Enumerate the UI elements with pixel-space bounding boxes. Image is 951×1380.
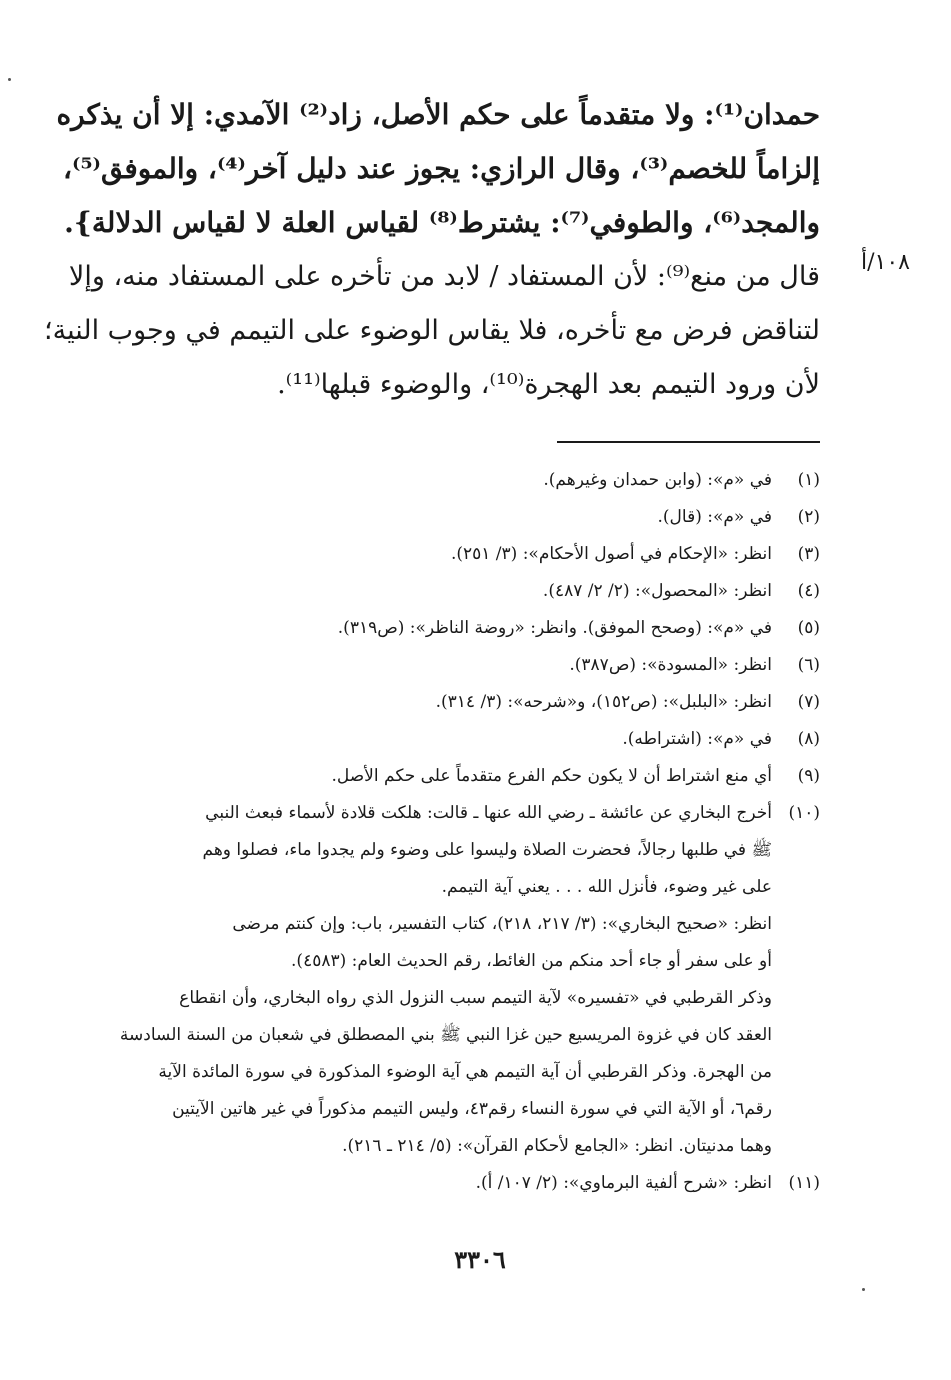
main-text-line: حمدان⁽¹⁾: ولا متقدماً على حكم الأصل، زاد⁽²⁾ الآمدي: إلا أن يذكره [56,98,820,131]
footnote-line: في «م»: (قال). [657,507,772,527]
footnote-text [150,647,772,684]
footnote [150,536,820,573]
footnote-line: انظر: «الإحكام في أصول الأحكام»: (٣/ ٢٥١). [450,544,772,564]
footnote-number: (٤) [797,581,820,601]
footnote-text [150,499,772,536]
footnote-text [150,536,772,573]
footnote-number: (١٠) [788,803,820,823]
footnote-line: رقم٦، أو الآية التي في سورة النساء رقم٤٣، وليس التيمم مذكوراً في غير هاتين الآيتين [172,1099,772,1119]
footnote-text [150,462,772,499]
footnote-line: انظر: «شرح ألفية البرماوي»: (٢/ ١٠٧/ أ). [475,1173,772,1193]
footnote-line: انظر: «المحصول»: (٢/ ٢/ ٤٨٧). [542,581,772,601]
footnote-line: في «م»: (وابن حمدان وغيرهم). [543,470,772,490]
manuscript-folio-ref: ١٠٨/أ [861,250,910,275]
page-number: ٣٣٠٦ [454,1245,506,1274]
footnote-text [150,758,772,795]
main-text-line: لأن ورود التيمم بعد الهجرة⁽¹⁰⁾، والوضوء قبلها⁽¹¹⁾. [277,369,820,400]
footnote-number: (٥) [797,618,820,638]
main-text-line: قال من منع⁽⁹⁾: لأن المستفاد / لابد من تأخره على المستفاد منه، وإلا [68,261,820,292]
footnote-number: (٩) [797,766,820,786]
footnote-text [120,795,772,1165]
main-text-line: لتناقض فرض مع تأخره، فلا يقاس الوضوء على التيمم في وجوب النية؛ [44,315,820,346]
footnote-text [150,684,772,721]
footnote-text [150,1165,772,1202]
footnote-line: وذكر القرطبي في «تفسيره» لآية التيمم سبب النزول الذي رواه البخاري، وأن انقطاع [179,988,772,1008]
footnote [150,684,820,721]
footnote-text [150,721,772,758]
footnote-separator [557,441,820,443]
footnote-line: على غير وضوء، فأنزل الله . . . يعني آية التيمم. [441,877,772,897]
footnote-line: العقد كان في غزوة المريسيع حين غزا النبي ﷺ بني المصطلق في شعبان من السنة السادسة [119,1025,772,1045]
footnote-number: (٨) [797,729,820,749]
footnote-number: (٧) [797,692,820,712]
footnote-text [150,610,772,647]
footnote [150,647,820,684]
scan-speck [8,78,11,81]
main-text-line: والمجد⁽⁶⁾، والطوفي⁽⁷⁾: يشترط⁽⁸⁾ لقياس العلة لا لقياس الدلالة}. [64,206,820,239]
main-text-line: إلزاماً للخصم⁽³⁾، وقال الرازي: يجوز عند دليل آخر⁽⁴⁾، والموفق⁽⁵⁾، [62,152,820,185]
footnote-text [150,573,772,610]
footnote [150,573,820,610]
footnote-number: (٦) [797,655,820,675]
footnote-line: أخرج البخاري عن عائشة ـ رضي الله عنها ـ قالت: هلكت قلادة لأسماء فبعث النبي [205,803,772,823]
footnote-number: (١١) [788,1173,820,1193]
footnote-line: في «م»: (اشتراطه). [622,729,772,749]
footnote [150,1165,820,1202]
footnote-number: (٣) [797,544,820,564]
footnote-line: أو على سفر أو جاء أحد منكم من الغائط، رقم الحديث العام: (٤٥٨٣). [291,951,772,971]
footnote [119,795,820,1165]
footnote-line: في «م»: (وصحح الموفق). وانظر: «روضة الناظر»: (ص٣١٩). [337,618,772,638]
footnote-line: انظر: «المسودة»: (ص٣٨٧). [569,655,772,675]
footnote [150,610,820,647]
scan-speck [862,1288,865,1291]
footnote-line: انظر: «صحيح البخاري»: (٣/ ٢١٧، ٢١٨)، كتاب التفسير، باب: وإن كنتم مرضى [232,914,772,934]
footnote [150,758,820,795]
footnote-line: وهما مدنيتان. انظر: «الجامع لأحكام القرآن»: (٥/ ٢١٤ ـ ٢١٦). [342,1136,772,1156]
footnotes [119,462,820,1202]
main-text [44,88,820,412]
footnote-line: أي منع اشتراط أن لا يكون حكم الفرع متقدماً على حكم الأصل. [331,766,772,786]
footnote-line: ﷺ في طلبها رجالاً، فحضرت الصلاة وليسوا على وضوء ولم يجدوا ماء، فصلوا وهم [202,840,772,860]
footnote [150,721,820,758]
footnote-number: (١) [797,470,820,490]
footnote-number: (٢) [797,507,820,527]
footnote [150,499,820,536]
footnote-line: انظر: «البلبل»: (ص١٥٢)، و«شرحه»: (٣/ ٣١٤). [435,692,772,712]
footnote [150,462,820,499]
footnote-line: من الهجرة. وذكر القرطبي أن آية التيمم هي آية الوضوء المذكورة في سورة المائدة الآية [158,1062,772,1082]
